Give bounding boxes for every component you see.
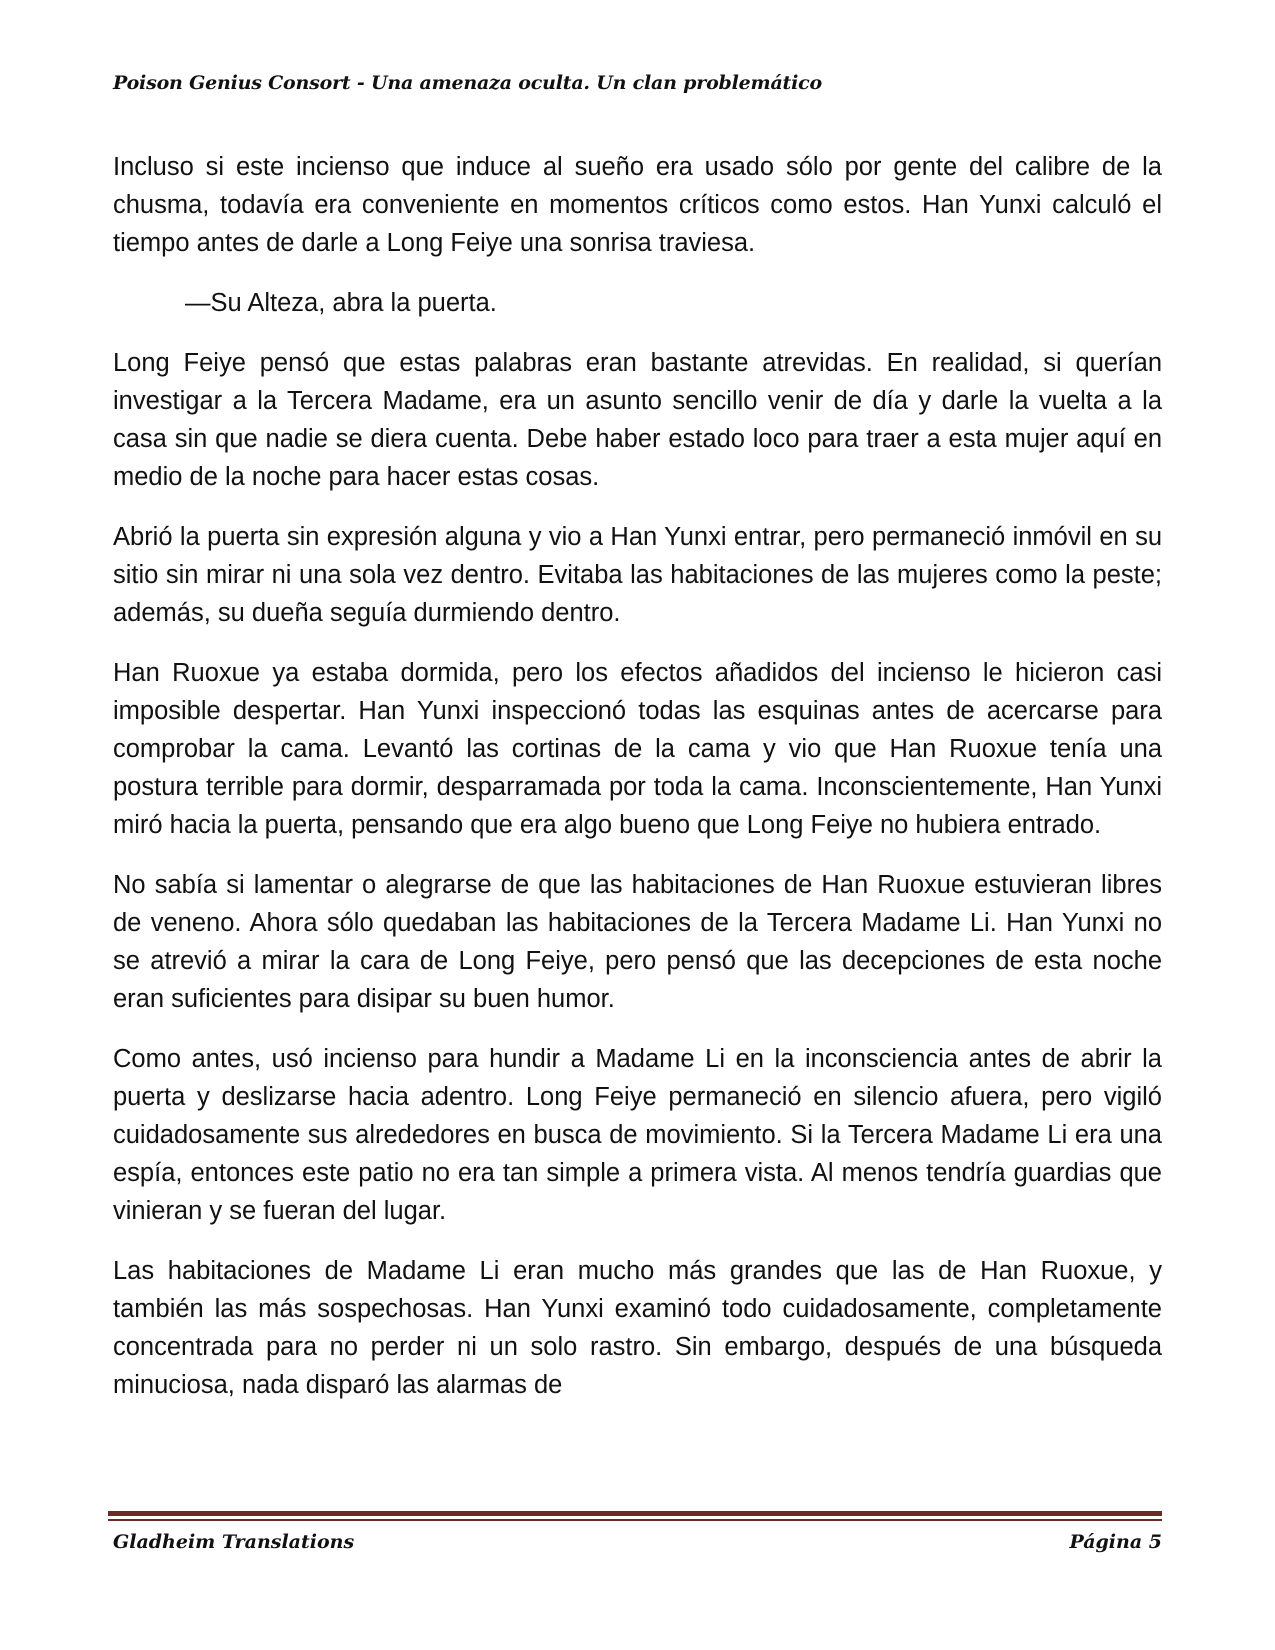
paragraph: Han Ruoxue ya estaba dormida, pero los efectos añadidos del incienso le hicieron casi imposible despertar. Han Yunxi inspeccionó todas las esquinas antes de acercarse para comprobar la cama. Levantó las cortinas de la cama y vio que Han Ruoxue tenía una postura terrible para dormir, desparramada por toda la cama. Inconscientemente, Han Yunxi miró hacia la puerta, pensando que era algo bueno que Long Feiye no hubiera entrado. [113,659,1162,839]
paragraph: No sabía si lamentar o alegrarse de que las habitaciones de Han Ruoxue estuvieran libres de veneno. Ahora sólo quedaban las habitaciones de la Tercera Madame Li. Han Yunxi no se atrevió a mirar la cara de Long Feiye, pero pensó que las decepciones de esta noche eran suficientes para disipar su buen humor. [113,871,1162,1013]
footer-divider [108,1511,1162,1516]
footer-divider-thin [108,1519,1162,1521]
paragraph: Como antes, usó incienso para hundir a Madame Li en la inconsciencia antes de abrir la puerta y deslizarse hacia adentro. Long Feiye permaneció en silencio afuera, pero vigiló cuidadosamente sus alrededores en busca de movimiento. Si la Tercera Madame Li era una espía, entonces este patio no era tan simple a primera vista. Al menos tendría guardias que vinieran y se fueran del lugar. [113,1045,1162,1225]
paragraph: Long Feiye pensó que estas palabras eran bastante atrevidas. En realidad, si querían investigar a la Tercera Madame, era un asunto sencillo venir de día y darle la vuelta a la casa sin que nadie se diera cuenta. Debe haber estado loco para traer a esta mujer aquí en medio de la noche para hacer estas cosas. [113,349,1162,491]
paragraph: Las habitaciones de Madame Li eran mucho más grandes que las de Han Ruoxue, y también las más sospechosas. Han Yunxi examinó todo cuidadosamente, completamente concentrada para no perder ni un solo rastro. Sin embargo, después de una búsqueda minuciosa, nada disparó las alarmas de [113,1257,1162,1399]
dialogue-line: —Su Alteza, abra la puerta. [185,289,497,317]
paragraph: Abrió la puerta sin expresión alguna y vio a Han Yunxi entrar, pero permaneció inmóvil en su sitio sin mirar ni una sola vez dentro. Evitaba las habitaciones de las mujeres como la peste; además, su dueña seguía durmiendo dentro. [113,523,1162,627]
page-header: Poison Genius Consort - Una amenaza oculta. Un clan problemático [113,72,822,94]
footer-publisher: Gladheim Translations [113,1531,355,1553]
footer-page-number: Página 5 [1069,1531,1162,1553]
body-text [113,148,1162,1426]
paragraph: Incluso si este incienso que induce al sueño era usado sólo por gente del calibre de la chusma, todavía era conveniente en momentos críticos como estos. Han Yunxi calculó el tiempo antes de darle a Long Feiye una sonrisa traviesa. [113,153,1162,257]
